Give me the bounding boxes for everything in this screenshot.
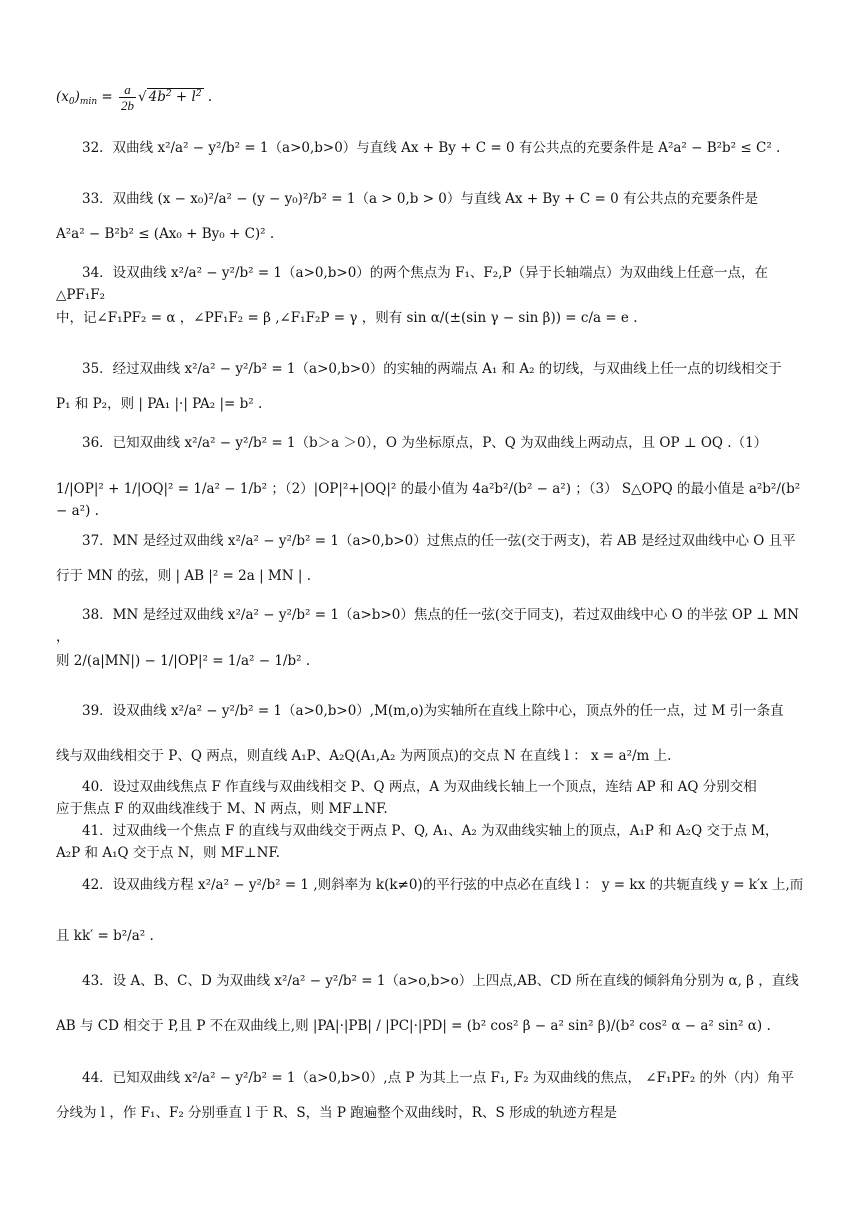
line-43a: 43．设 A、B、C、D 为双曲线 x²/a² − y²/b² = 1（a>o,b>o）上四点,AB、CD 所在直线的倾斜角分别为 α, β ，直线 [82, 973, 799, 989]
line-38a: 38．MN 是经过双曲线 x²/a² − y²/b² = 1（a>b>0）焦点的任一弦(交于同支)，若过双曲线中心 O 的半弦 OP ⊥ MN ， [56, 607, 799, 645]
line-42a: 42．设双曲线方程 x²/a² − y²/b² = 1 ,则斜率为 k(k≠0)的平行弦的中点必在直线 l ： y = kx 的共轭直线 y = k′x 上,而 [82, 877, 804, 893]
line-34a: 34．设双曲线 x²/a² − y²/b² = 1（a>0,b>0）的两个焦点为 F₁、F₂,P（异于长轴端点）为双曲线上任意一点，在△PF₁F₂ [56, 265, 769, 303]
line-35b: P₁ 和 P₂，则 | PA₁ |·| PA₂ |= b² . [56, 396, 263, 412]
line-41a: 41．过双曲线一个焦点 F 的直线与双曲线交于两点 P、Q, A₁、A₂ 为双曲线实轴上的顶点，A₁P 和 A₂Q 交于点 M， [82, 823, 779, 839]
line-36a: 36．已知双曲线 x²/a² − y²/b² = 1（b＞a ＞0），O 为坐标原点，P、Q 为双曲线上两动点，且 OP ⊥ OQ .（1） [82, 435, 768, 451]
line-43b: AB 与 CD 相交于 P,且 P 不在双曲线上,则 |PA|·|PB| / |PC|·|PD| = (b² cos² β − a² sin² β)/(b² cos² α − a² sin² α) . [56, 1018, 771, 1034]
line-33b: A²a² − B²b² ≤ (Ax₀ + By₀ + C)² . [56, 226, 275, 242]
line-36b: 1/|OP|² + 1/|OQ|² = 1/a² − 1/b² ；（2）|OP|²+|OQ|² 的最小值为 4a²b²/(b² − a²) ；（3） S△OPQ 的最小值是 a²b²/(b² − a²) . [56, 481, 801, 519]
line-44b: 分线为 l ，作 F₁、F₂ 分别垂直 l 于 R、S，当 P 跑遍整个双曲线时，R、S 形成的轨迹方程是 [56, 1105, 618, 1121]
line-44a: 44．已知双曲线 x²/a² − y²/b² = 1（a>0,b>0）,点 P 为其上一点 F₁, F₂ 为双曲线的焦点， ∠F₁PF₂ 的外（内）角平 [82, 1070, 795, 1086]
line-32: 32．双曲线 x²/a² − y²/b² = 1（a>0,b>0）与直线 Ax + By + C = 0 有公共点的充要条件是 A²a² − B²b² ≤ C² . [82, 140, 781, 156]
line-31-formula: $(x_0)_{min}$ = $\frac{a}{2b}$ √ $4b^2 + l^2$ . [56, 82, 213, 113]
line-39b: 线与双曲线相交于 P、Q 两点，则直线 A₁P、A₂Q(A₁,A₂ 为两顶点)的交点 N 在直线 l ： x = a²/m 上. [56, 748, 672, 764]
line-41b: A₂P 和 A₁Q 交于点 N，则 MF⊥NF. [56, 845, 280, 861]
line-33a: 33．双曲线 (x − x₀)²/a² − (y − y₀)²/b² = 1（a > 0,b > 0）与直线 Ax + By + C = 0 有公共点的充要条件是 [82, 191, 758, 207]
line-34b: 中，记∠F₁PF₂ = α ，∠PF₁F₂ = β ,∠F₁F₂P = γ ，则有 sin α/(±(sin γ − sin β)) = c/a = e . [56, 310, 638, 326]
line-42b: 且 kk′ = b²/a² . [56, 928, 154, 944]
line-37b: 行于 MN 的弦，则 | AB |² = 2a | MN | . [56, 568, 311, 584]
line-37a: 37．MN 是经过双曲线 x²/a² − y²/b² = 1（a>0,b>0）过焦点的任一弦(交于两支)，若 AB 是经过双曲线中心 O 且平 [82, 533, 796, 549]
line-40a: 40．设过双曲线焦点 F 作直线与双曲线相交 P、Q 两点，A 为双曲线长轴上一个顶点，连结 AP 和 AQ 分别交相 [82, 779, 757, 795]
line-38b: 则 2/(a|MN|) − 1/|OP|² = 1/a² − 1/b² . [56, 653, 311, 669]
line-39a: 39．设双曲线 x²/a² − y²/b² = 1（a>0,b>0）,M(m,o)为实轴所在直线上除中心，顶点外的任一点，过 M 引一条直 [82, 703, 784, 719]
line-35a: 35．经过双曲线 x²/a² − y²/b² = 1（a>0,b>0）的实轴的两端点 A₁ 和 A₂ 的切线，与双曲线上任一点的切线相交于 [82, 361, 782, 377]
line-40b: 应于焦点 F 的双曲线准线于 M、N 两点，则 MF⊥NF. [56, 801, 388, 817]
